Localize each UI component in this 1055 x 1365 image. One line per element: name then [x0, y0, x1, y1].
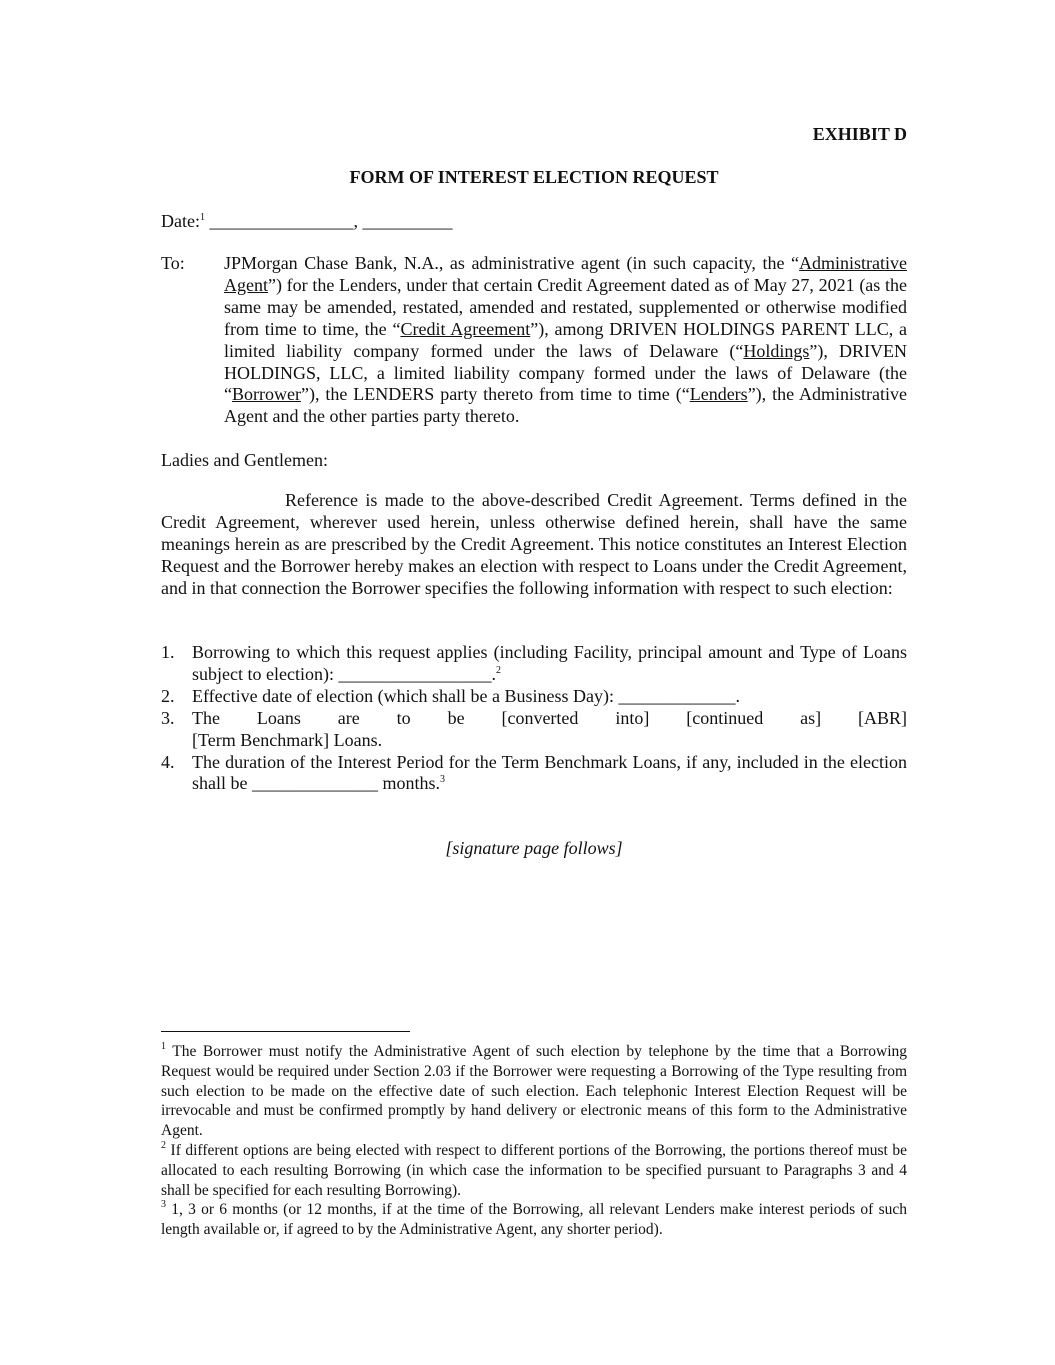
- list-item: [161, 752, 907, 796]
- addressee-text-part: ”), the Administrative Agent and the other parties party thereto.: [224, 384, 907, 427]
- item-text: The duration of the Interest Period for the Term Benchmark Loans, if any, included in the election shall be ______________ months.: [192, 751, 907, 794]
- page-title: FORM OF INTEREST ELECTION REQUEST: [349, 167, 719, 187]
- defined-term-credit-agreement: Credit Agreement: [400, 318, 531, 339]
- footnote-number: 2: [161, 1139, 166, 1151]
- footnote-ref-2: 2: [495, 664, 501, 676]
- item-number: 1.: [161, 642, 175, 662]
- item-text: Effective date of election (which shall be a Business Day): _____________.: [192, 685, 741, 706]
- defined-term-borrower: Borrower: [232, 384, 301, 405]
- list-item: [161, 642, 907, 686]
- list-item: [161, 708, 907, 752]
- item-text: The Loans are to be [converted into] [continued as] [ABR]: [192, 707, 907, 728]
- footnote-ref-1: 1: [199, 212, 205, 223]
- footnote-number: 3: [161, 1199, 166, 1211]
- defined-term-holdings: Holdings: [743, 340, 810, 361]
- footnote: [161, 1141, 907, 1200]
- item-number: 3.: [161, 707, 175, 728]
- addressee-text-part: ”), among DRIVEN HOLDINGS PARENT LLC, a limited liability company formed under the laws of Delaware (“: [224, 318, 907, 361]
- body-paragraph: [161, 490, 907, 600]
- addressee-text-part: ”) for the Lenders, under that certain Credit Agreement dated as of May 27, 2021 (as the same may be amended, restated, amended and restated, supplemented or otherwise modified from time to time, the “: [224, 274, 907, 339]
- footnote-text: The Borrower must notify the Administrative Agent of such election by telephone by the time that a Borrowing Request would be required under Section 2.03 if the Borrower were requesting a Borrowing of the Type resulting from such election to be made on the effective date of such election. Each telephonic Interest Election Request will be irrevocable and must be confirmed promptly by hand delivery or electronic means of this form to the Administrative Agent.: [161, 1043, 907, 1140]
- item-text: [Term Benchmark] Loans.: [192, 729, 383, 750]
- election-items-list: [161, 642, 907, 795]
- footnote-divider: [161, 1031, 410, 1032]
- defined-term-lenders: Lenders: [689, 384, 748, 405]
- to-label: To:: [161, 253, 185, 273]
- footnote-ref-3: 3: [440, 774, 445, 786]
- defined-term-administrative-agent: Administrative Agent: [224, 253, 907, 295]
- body-text: Reference is made to the above-described Credit Agreement. Terms defined in the Credit Agreement, wherever used herein, unless otherwise defined herein, shall have the same meanings herein as are prescribed by the Credit Agreement. This notice constitutes an Interest Election Request and the Borrower hereby makes an election with respect to Loans under the Credit Agreement, and in that connection the Borrower specifies the following information with respect to such election:: [161, 490, 907, 598]
- document-page: [161, 0, 907, 1365]
- date-line: [161, 209, 452, 233]
- addressee-text-part: JPMorgan Chase Bank, N.A., as administrative agent (in such capacity, the “: [224, 253, 800, 273]
- footnote-text: If different options are being elected with respect to different portions of the Borrowing, the portions thereof must be allocated to each resulting Borrowing (in which case the information to be specified pursuant to Paragraphs 3 and 4 shall be specified for each resulting Borrowing).: [161, 1141, 907, 1199]
- addressee-text: [224, 253, 907, 428]
- footnote: [161, 1042, 907, 1141]
- item-number: 2.: [161, 685, 175, 706]
- footnotes: [161, 1042, 907, 1240]
- item-text: Borrowing to which this request applies (including Facility, principal amount and Type of Loans subject to election): _________________.: [192, 642, 907, 684]
- signature-note: [signature page follows]: [445, 838, 623, 858]
- exhibit-label: EXHIBIT D: [812, 124, 907, 144]
- footnote-number: 1: [161, 1041, 166, 1052]
- addressee-text-part: ”), DRIVEN HOLDINGS, LLC, a limited liability company formed under the laws of Delaware (the “: [224, 340, 908, 405]
- addressee-block: [161, 253, 907, 428]
- footnote-text: 1, 3 or 6 months (or 12 months, if at the time of the Borrowing, all relevant Lenders make interest periods of such length available or, if agreed to by the Administrative Agent, any shorter period).: [161, 1201, 907, 1239]
- list-item: [161, 686, 907, 708]
- date-label: Date:: [161, 211, 200, 231]
- salutation: Ladies and Gentlemen:: [161, 450, 328, 470]
- addressee-text-part: ”), the LENDERS party thereto from time to time (“: [300, 384, 690, 405]
- date-blanks: ________________, __________: [204, 211, 453, 231]
- item-number: 4.: [161, 751, 175, 772]
- footnote: [161, 1200, 907, 1240]
